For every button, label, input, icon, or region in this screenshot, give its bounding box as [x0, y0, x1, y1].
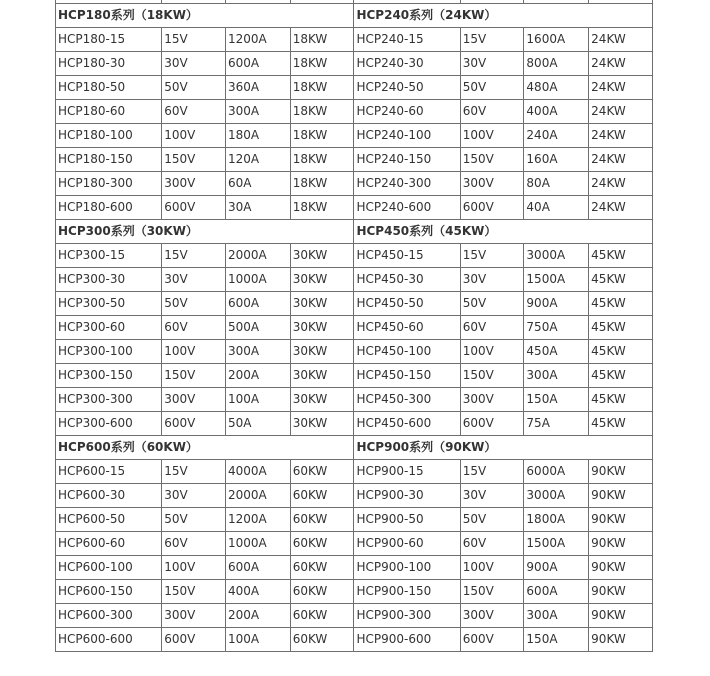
table-row: [56, 28, 653, 52]
cell-voltage: 600V: [162, 412, 226, 436]
cell-power: 90KW: [589, 556, 653, 580]
cell-model: HCP450-300: [354, 388, 460, 412]
cell-voltage: 15V: [162, 28, 226, 52]
cell-power: 18KW: [290, 124, 354, 148]
cell-voltage: 60V: [162, 532, 226, 556]
cell-power: 60KW: [290, 460, 354, 484]
cell-power: 45KW: [589, 388, 653, 412]
table-row: [56, 196, 653, 220]
cell-power: 60KW: [290, 604, 354, 628]
cell-current: 120A: [225, 148, 290, 172]
cell-model: HCP300-150: [56, 364, 162, 388]
cell-voltage: 150V: [460, 364, 524, 388]
cell-voltage: 300V: [460, 172, 524, 196]
cell-current: 1200A: [225, 28, 290, 52]
table-row: [56, 580, 653, 604]
table-row: [56, 484, 653, 508]
cell-current: 480A: [524, 76, 589, 100]
spec-table: [55, 0, 653, 652]
cell-current: 240A: [524, 124, 589, 148]
cell-power: 45KW: [589, 340, 653, 364]
cell-power: 45KW: [589, 412, 653, 436]
cell-model: HCP240-50: [354, 76, 460, 100]
cell-current: 1600A: [524, 28, 589, 52]
cell-model: HCP240-150: [354, 148, 460, 172]
table-row: [56, 604, 653, 628]
cell-current: 2000A: [225, 244, 290, 268]
cell-current: 360A: [225, 76, 290, 100]
cell-power: 24KW: [589, 100, 653, 124]
cell-current: 200A: [225, 604, 290, 628]
cell-power: 60KW: [290, 484, 354, 508]
cell-model: HCP900-50: [354, 508, 460, 532]
cell-voltage: 600V: [460, 412, 524, 436]
series-header-row: [56, 436, 653, 460]
cell-current: 160A: [524, 148, 589, 172]
cell-power: 90KW: [589, 484, 653, 508]
cell-voltage: 15V: [162, 244, 226, 268]
cell-model: HCP600-600: [56, 628, 162, 652]
cell-current: 1500A: [524, 532, 589, 556]
cell-current: 900A: [524, 292, 589, 316]
cell-current: 180A: [225, 124, 290, 148]
cell-current: 500A: [225, 316, 290, 340]
cell-current: 1500A: [524, 268, 589, 292]
cell-voltage: 100V: [162, 556, 226, 580]
cell-model: HCP300-50: [56, 292, 162, 316]
cell-current: 3000A: [524, 244, 589, 268]
cell-model: HCP180-50: [56, 76, 162, 100]
table-row: [56, 628, 653, 652]
cell-voltage: 30V: [460, 268, 524, 292]
cell-model: HCP600-50: [56, 508, 162, 532]
cell-current: 75A: [524, 412, 589, 436]
cell-power: 18KW: [290, 52, 354, 76]
cell-model: HCP300-60: [56, 316, 162, 340]
cell-voltage: 100V: [162, 124, 226, 148]
cell-model: HCP900-600: [354, 628, 460, 652]
cell-power: 30KW: [290, 292, 354, 316]
table-row: [56, 412, 653, 436]
cell-power: 24KW: [589, 148, 653, 172]
cell-voltage: 50V: [460, 508, 524, 532]
cell-model: HCP180-15: [56, 28, 162, 52]
cell-current: 150A: [524, 388, 589, 412]
cell-voltage: 100V: [460, 340, 524, 364]
cell-current: 200A: [225, 364, 290, 388]
cell-power: 30KW: [290, 316, 354, 340]
cell-power: 45KW: [589, 244, 653, 268]
cell-voltage: 30V: [162, 268, 226, 292]
cell-power: 60KW: [290, 508, 354, 532]
cell-model: HCP180-600: [56, 196, 162, 220]
cell-model: HCP600-150: [56, 580, 162, 604]
cell-power: 60KW: [290, 556, 354, 580]
cell-model: HCP180-300: [56, 172, 162, 196]
cell-power: 24KW: [589, 76, 653, 100]
cell-voltage: 150V: [162, 364, 226, 388]
cell-current: 60A: [225, 172, 290, 196]
cell-power: 30KW: [290, 364, 354, 388]
cell-power: 45KW: [589, 316, 653, 340]
cell-model: HCP900-30: [354, 484, 460, 508]
cell-model: HCP450-60: [354, 316, 460, 340]
cell-voltage: 30V: [460, 52, 524, 76]
cell-voltage: 60V: [460, 316, 524, 340]
cell-voltage: 150V: [460, 148, 524, 172]
cell-voltage: 30V: [460, 484, 524, 508]
cell-power: 30KW: [290, 244, 354, 268]
cell-current: 1200A: [225, 508, 290, 532]
cell-current: 80A: [524, 172, 589, 196]
cell-current: 1000A: [225, 268, 290, 292]
cell-current: 600A: [524, 580, 589, 604]
cell-power: 30KW: [290, 412, 354, 436]
cell-model: HCP240-15: [354, 28, 460, 52]
cell-model: HCP240-30: [354, 52, 460, 76]
series-title-right: HCP450系列（45KW）: [354, 220, 653, 244]
cell-voltage: 50V: [460, 292, 524, 316]
cell-model: HCP240-600: [354, 196, 460, 220]
table-row: [56, 148, 653, 172]
cell-model: HCP300-100: [56, 340, 162, 364]
spec-table-body: [56, 0, 653, 652]
cell-model: HCP600-15: [56, 460, 162, 484]
cell-power: 90KW: [589, 580, 653, 604]
cell-model: HCP600-300: [56, 604, 162, 628]
cell-voltage: 60V: [460, 532, 524, 556]
cell-model: HCP900-15: [354, 460, 460, 484]
cell-voltage: 100V: [162, 340, 226, 364]
cell-voltage: 600V: [460, 628, 524, 652]
cell-model: HCP600-60: [56, 532, 162, 556]
table-row: [56, 388, 653, 412]
cell-voltage: 300V: [162, 388, 226, 412]
cell-voltage: 60V: [162, 100, 226, 124]
series-header-row: [56, 4, 653, 28]
cell-current: 50A: [225, 412, 290, 436]
cell-model: HCP180-30: [56, 52, 162, 76]
table-row: [56, 244, 653, 268]
cell-power: 24KW: [589, 124, 653, 148]
table-row: [56, 268, 653, 292]
cell-model: HCP240-300: [354, 172, 460, 196]
cell-current: 400A: [225, 580, 290, 604]
cell-voltage: 300V: [162, 604, 226, 628]
cell-model: HCP240-60: [354, 100, 460, 124]
series-title-left: HCP180系列（18KW）: [56, 4, 354, 28]
cell-current: 1000A: [225, 532, 290, 556]
cell-model: HCP600-30: [56, 484, 162, 508]
table-row: [56, 172, 653, 196]
cell-power: 60KW: [290, 532, 354, 556]
cell-current: 400A: [524, 100, 589, 124]
cell-voltage: 50V: [162, 508, 226, 532]
cell-voltage: 600V: [162, 196, 226, 220]
table-row: [56, 364, 653, 388]
cell-model: HCP600-100: [56, 556, 162, 580]
cell-current: 300A: [225, 100, 290, 124]
cell-voltage: 30V: [162, 484, 226, 508]
cell-power: 18KW: [290, 172, 354, 196]
cell-voltage: 50V: [162, 292, 226, 316]
cell-model: HCP450-50: [354, 292, 460, 316]
series-title-right: HCP900系列（90KW）: [354, 436, 653, 460]
cell-current: 800A: [524, 52, 589, 76]
cell-power: 90KW: [589, 460, 653, 484]
cell-current: 1800A: [524, 508, 589, 532]
cell-power: 24KW: [589, 196, 653, 220]
cell-voltage: 300V: [162, 172, 226, 196]
cell-voltage: 100V: [460, 124, 524, 148]
cell-model: HCP450-100: [354, 340, 460, 364]
cell-current: 900A: [524, 556, 589, 580]
cell-current: 750A: [524, 316, 589, 340]
table-row: [56, 100, 653, 124]
cell-model: HCP900-300: [354, 604, 460, 628]
cell-power: 18KW: [290, 148, 354, 172]
cell-power: 90KW: [589, 628, 653, 652]
cell-power: 18KW: [290, 28, 354, 52]
cell-model: HCP300-30: [56, 268, 162, 292]
table-row: [56, 460, 653, 484]
cell-voltage: 600V: [162, 628, 226, 652]
table-row: [56, 340, 653, 364]
table-row: [56, 292, 653, 316]
cell-power: 45KW: [589, 268, 653, 292]
cell-model: HCP300-600: [56, 412, 162, 436]
series-title-left: HCP300系列（30KW）: [56, 220, 354, 244]
cell-voltage: 60V: [162, 316, 226, 340]
cell-model: HCP450-600: [354, 412, 460, 436]
cell-current: 4000A: [225, 460, 290, 484]
cell-model: HCP240-100: [354, 124, 460, 148]
cell-voltage: 600V: [460, 196, 524, 220]
cell-power: 60KW: [290, 580, 354, 604]
cell-voltage: 15V: [162, 460, 226, 484]
cell-current: 300A: [524, 364, 589, 388]
cell-power: 18KW: [290, 196, 354, 220]
series-title-right: HCP240系列（24KW）: [354, 4, 653, 28]
cell-model: HCP300-300: [56, 388, 162, 412]
cell-current: 300A: [524, 604, 589, 628]
cell-current: 600A: [225, 52, 290, 76]
cell-model: HCP180-60: [56, 100, 162, 124]
cell-voltage: 30V: [162, 52, 226, 76]
cell-voltage: 50V: [460, 76, 524, 100]
table-row: [56, 124, 653, 148]
cell-model: HCP300-15: [56, 244, 162, 268]
cell-power: 24KW: [589, 172, 653, 196]
cell-power: 45KW: [589, 292, 653, 316]
cell-power: 30KW: [290, 268, 354, 292]
cell-voltage: 15V: [460, 28, 524, 52]
cell-current: 300A: [225, 340, 290, 364]
cell-voltage: 150V: [162, 148, 226, 172]
cell-voltage: 15V: [460, 244, 524, 268]
cell-current: 600A: [225, 292, 290, 316]
cell-voltage: 300V: [460, 604, 524, 628]
cell-power: 18KW: [290, 76, 354, 100]
cell-power: 18KW: [290, 100, 354, 124]
cell-power: 90KW: [589, 532, 653, 556]
cell-current: 40A: [524, 196, 589, 220]
cell-current: 30A: [225, 196, 290, 220]
cell-current: 600A: [225, 556, 290, 580]
cell-model: HCP900-150: [354, 580, 460, 604]
cell-power: 30KW: [290, 388, 354, 412]
cell-current: 100A: [225, 628, 290, 652]
cell-model: HCP450-150: [354, 364, 460, 388]
cell-current: 150A: [524, 628, 589, 652]
cell-model: HCP450-30: [354, 268, 460, 292]
cell-current: 2000A: [225, 484, 290, 508]
table-row: [56, 316, 653, 340]
cell-power: 60KW: [290, 628, 354, 652]
cell-model: HCP450-15: [354, 244, 460, 268]
cell-voltage: 15V: [460, 460, 524, 484]
cell-voltage: 150V: [162, 580, 226, 604]
cell-voltage: 100V: [460, 556, 524, 580]
table-row: [56, 52, 653, 76]
cell-power: 90KW: [589, 604, 653, 628]
cell-current: 3000A: [524, 484, 589, 508]
cell-power: 30KW: [290, 340, 354, 364]
cell-power: 90KW: [589, 508, 653, 532]
table-row: [56, 556, 653, 580]
series-title-left: HCP600系列（60KW）: [56, 436, 354, 460]
cell-model: HCP900-100: [354, 556, 460, 580]
table-row: [56, 532, 653, 556]
cell-model: HCP900-60: [354, 532, 460, 556]
cell-current: 6000A: [524, 460, 589, 484]
cell-voltage: 300V: [460, 388, 524, 412]
cell-voltage: 150V: [460, 580, 524, 604]
cell-power: 45KW: [589, 364, 653, 388]
table-row: [56, 508, 653, 532]
cell-current: 100A: [225, 388, 290, 412]
series-header-row: [56, 220, 653, 244]
cell-model: HCP180-150: [56, 148, 162, 172]
cell-current: 450A: [524, 340, 589, 364]
cell-voltage: 60V: [460, 100, 524, 124]
cell-power: 24KW: [589, 28, 653, 52]
cell-model: HCP180-100: [56, 124, 162, 148]
cell-voltage: 50V: [162, 76, 226, 100]
table-row: [56, 76, 653, 100]
cell-power: 24KW: [589, 52, 653, 76]
